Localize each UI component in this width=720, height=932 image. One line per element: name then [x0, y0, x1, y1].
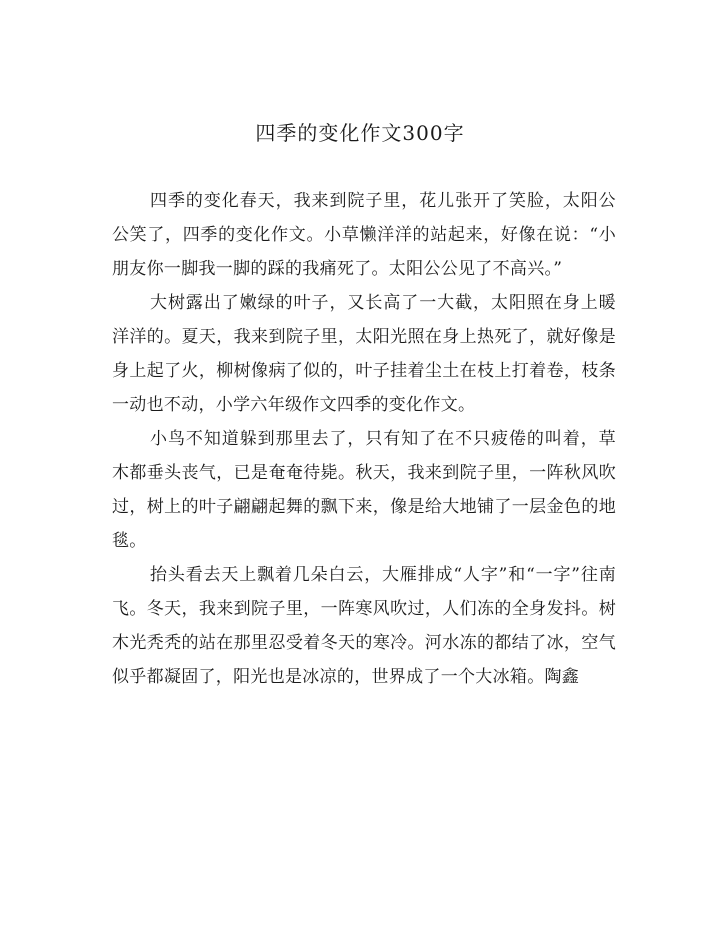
paragraph-autumn: 小鸟不知道躲到那里去了，只有知了在不只疲倦的叫着，草木都垂头丧气，已是奄奄待毙。秋天，我来到院子里，一阵秋风吹过，树上的叶子翩翩起舞的飘下来，像是给大地铺了一层金色的地毯。	[112, 429, 616, 551]
document-body	[112, 184, 616, 694]
paragraph-winter: 抬头看去天上飘着几朵白云，大雁排成“人字”和“一字”往南飞。冬天，我来到院子里，一阵寒风吹过，人们冻的全身发抖。树木光秃秃的站在那里忍受着冬天的寒冷。河水冻的都结了冰，空气似乎都凝固了，阳光也是冰凉的，世界成了一个大冰箱。陶鑫	[112, 565, 616, 687]
document-title: 四季的变化作文300字	[255, 121, 465, 145]
paragraph-spring: 四季的变化春天，我来到院子里，花儿张开了笑脸，太阳公公笑了，四季的变化作文。小草懒洋洋的站起来，好像在说：“小朋友你一脚我一脚的踩的我痛死了。太阳公公见了不高兴。”	[112, 191, 616, 279]
paragraph-summer: 大树露出了嫩绿的叶子，又长高了一大截，太阳照在身上暖洋洋的。夏天，我来到院子里，太阳光照在身上热死了，就好像是身上起了火，柳树像病了似的，叶子挂着尘土在枝上打着卷，枝条一动也不动，小学六年级作文四季的变化作文。	[112, 293, 616, 415]
